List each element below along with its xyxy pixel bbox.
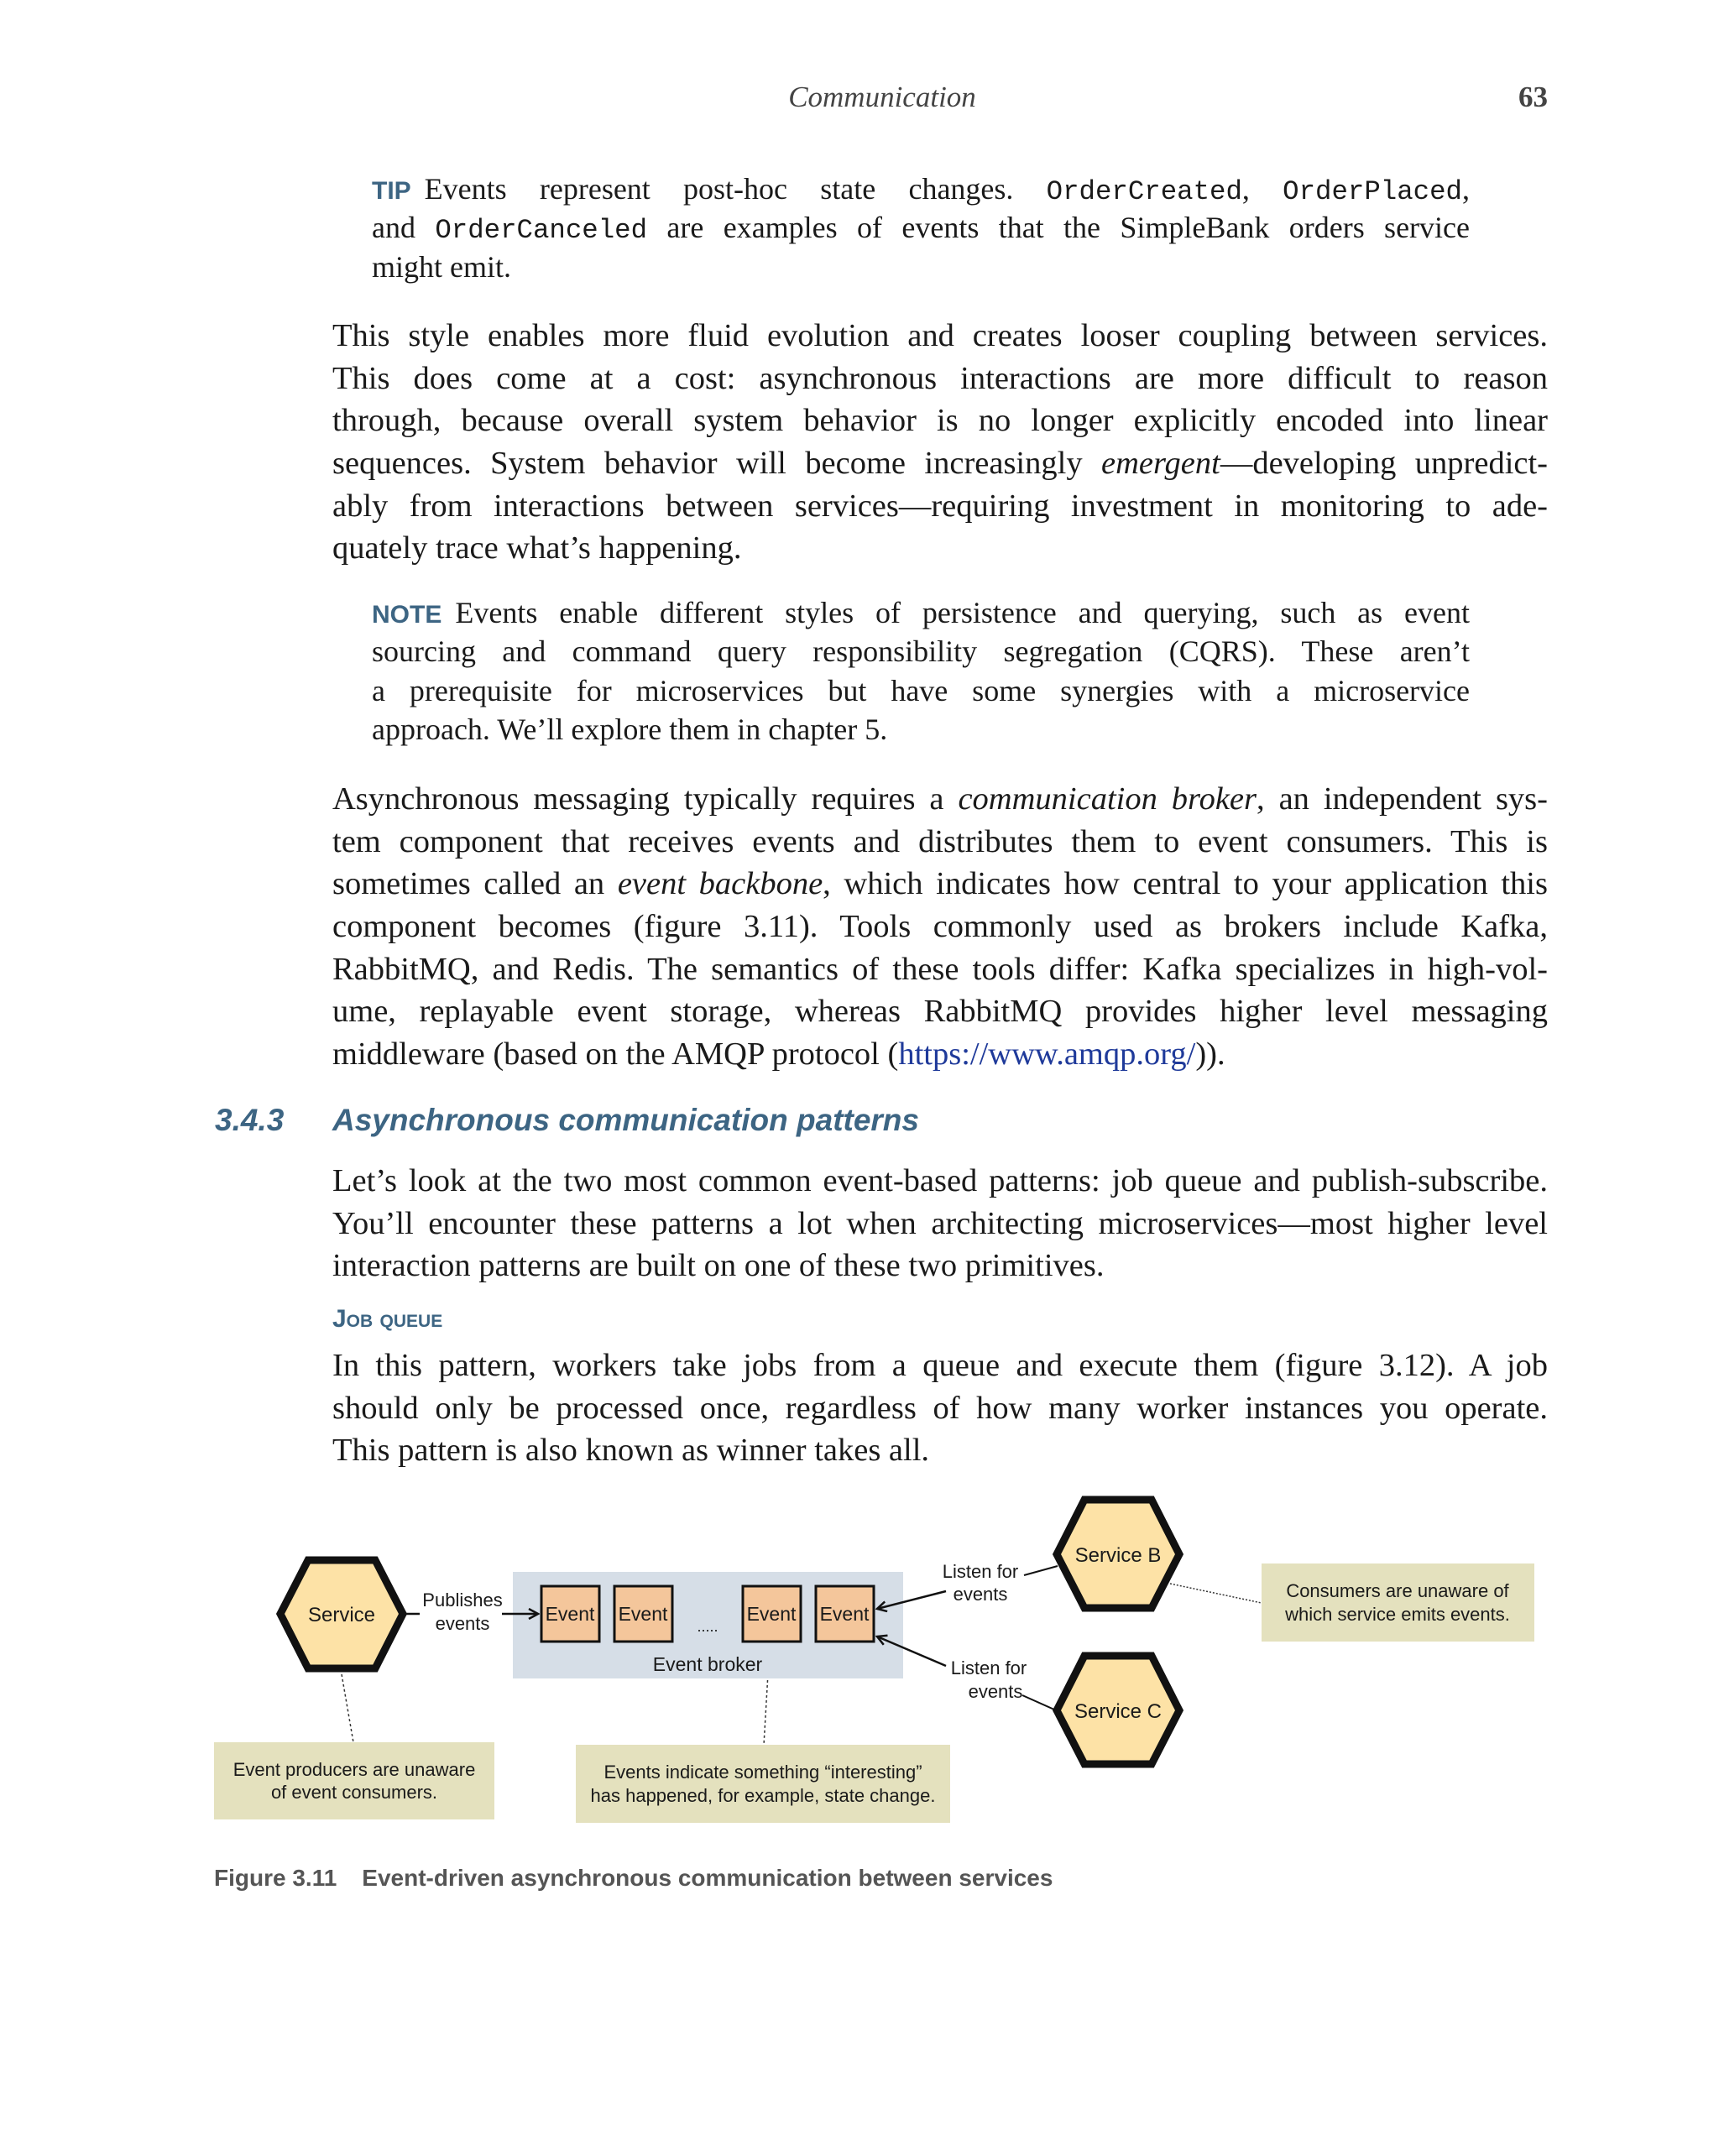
svg-text:Event: Event xyxy=(746,1603,797,1625)
note-consumers xyxy=(1262,1563,1534,1642)
text-segment: Events represent post-hoc state changes. xyxy=(424,172,1047,206)
code-text: OrderCreated xyxy=(1046,176,1242,207)
listen-label-c: Listen for xyxy=(950,1657,1027,1678)
text-segment: In this pattern, workers take jobs from a queue and execute them (figure 3.12). A job xyxy=(332,1348,1548,1383)
svg-text:Event: Event xyxy=(545,1603,595,1625)
text-segment: This does come at a cost: asynchronous interactions are more difficult to reason xyxy=(332,360,1548,396)
text-segment: interaction patterns are built on one of these two primitives. xyxy=(332,1248,1105,1284)
event-box xyxy=(541,1586,599,1642)
section-number: 3.4.3 xyxy=(215,1103,285,1137)
text-segment: )). xyxy=(1195,1036,1225,1073)
svg-text:has happened, for example, sta: has happened, for example, state change. xyxy=(590,1785,936,1806)
svg-text:Events indicate something “int: Events indicate something “interesting” xyxy=(603,1762,922,1783)
text-segment: sequences. System behavior will become increasingly xyxy=(332,446,1101,482)
text-segment: , xyxy=(1241,172,1283,206)
listen-label-b: events xyxy=(953,1584,1008,1605)
text-segment: You’ll encounter these patterns a lot when architecting microservices—most higher level xyxy=(332,1205,1548,1241)
listen-label-c: events xyxy=(968,1681,1023,1702)
figure-caption xyxy=(214,1865,1053,1892)
subheading-job-queue: Job queue xyxy=(332,1305,443,1333)
text-segment: quately trace what’s happening. xyxy=(332,530,742,566)
text-segment: component becomes (figure 3.11). Tools commonly used as brokers include Kafka, xyxy=(332,909,1548,945)
listen-label-b: Listen for xyxy=(942,1561,1019,1582)
connector-consumers xyxy=(1170,1584,1262,1603)
svg-text:which service emits events.: which service emits events. xyxy=(1285,1604,1510,1625)
text-segment: Events enable different styles of persistence and querying, such as event xyxy=(455,596,1470,629)
service-hexagon xyxy=(280,1560,403,1668)
text-segment: Asynchronous messaging typically requires a xyxy=(332,781,959,817)
event-box xyxy=(614,1586,672,1642)
text-segment: might emit. xyxy=(372,249,511,284)
text-segment: are examples of events that the SimpleBank orders service xyxy=(647,211,1470,245)
italic-term: communication broker xyxy=(958,781,1257,817)
svg-text:Event: Event xyxy=(618,1603,668,1625)
italic-term: event backbone xyxy=(617,866,823,902)
ellipsis: ..... xyxy=(697,1618,718,1635)
service-c-hexagon xyxy=(1057,1656,1179,1764)
publishes-label: events xyxy=(435,1613,490,1634)
connector-producers xyxy=(342,1674,353,1742)
running-header-title: Communication xyxy=(788,81,976,113)
note-events xyxy=(576,1745,950,1823)
figure-caption-label: Figure 3.11 xyxy=(214,1865,337,1891)
svg-text:of event consumers.: of event consumers. xyxy=(270,1782,438,1803)
text-segment: This style enables more fluid evolution and creates looser coupling between services. xyxy=(332,318,1548,353)
text-segment: and xyxy=(372,211,436,245)
text-segment: , xyxy=(1462,172,1470,206)
tip-label: TIP xyxy=(372,177,411,205)
publishes-label: Publishes xyxy=(422,1590,503,1610)
svg-text:Service B: Service B xyxy=(1074,1544,1162,1567)
service-b-hexagon xyxy=(1057,1500,1179,1608)
text-segment: ably from interactions between services—requiring investment in monitoring to ade- xyxy=(332,488,1548,524)
note-producers xyxy=(214,1742,494,1819)
text-segment: through, because overall system behavior is no longer explicitly encoded into linear xyxy=(332,403,1548,439)
text-segment: ume, replayable event storage, whereas RabbitMQ provides higher level messaging xyxy=(332,994,1548,1030)
text-segment: should only be processed once, regardless of how many worker instances you operate. xyxy=(332,1390,1548,1426)
event-box xyxy=(743,1586,801,1642)
text-segment: a prerequisite for microservices but have some synergies with a microservice xyxy=(372,673,1470,707)
event-box xyxy=(816,1586,874,1642)
svg-text:Event producers are unaware: Event producers are unaware xyxy=(233,1759,476,1780)
text-segment: , which indicates how central to your application this xyxy=(823,866,1548,902)
note-label: NOTE xyxy=(372,601,442,629)
text-segment: tem component that receives events and distributes them to event consumers. This is xyxy=(332,823,1548,859)
text-segment: sourcing and command query responsibility segregation (CQRS). These aren’t xyxy=(372,634,1470,669)
italic-term: emergent xyxy=(1100,446,1220,482)
text-segment: , an independent sys- xyxy=(1257,781,1548,817)
text-segment: —developing unpredict- xyxy=(1220,446,1549,482)
text-segment: This pattern is also known as winner takes all. xyxy=(332,1433,930,1469)
svg-text:Service C: Service C xyxy=(1074,1700,1163,1723)
text-segment: Let’s look at the two most common event-based patterns: job queue and publish-subscribe. xyxy=(332,1163,1548,1198)
text-segment: approach. We’ll explore them in chapter 5. xyxy=(372,712,888,746)
event-broker-label: Event broker xyxy=(652,1653,763,1675)
link[interactable]: https://www.amqp.org/ xyxy=(898,1036,1196,1073)
text-segment: RabbitMQ, and Redis. The semantics of these tools differ: Kafka specializes in high-vol- xyxy=(332,951,1548,987)
text-segment: sometimes called an xyxy=(332,866,618,902)
svg-text:Event: Event xyxy=(819,1603,870,1625)
section-title: Asynchronous communication patterns xyxy=(332,1103,919,1137)
figure-caption-text: Event-driven asynchronous communication between services xyxy=(362,1865,1053,1891)
text-segment: middleware (based on the AMQP protocol ( xyxy=(332,1036,899,1073)
code-text: OrderPlaced xyxy=(1283,176,1462,207)
svg-text:Consumers are unaware of: Consumers are unaware of xyxy=(1286,1580,1509,1601)
code-text: OrderCanceled xyxy=(435,215,648,247)
svg-text:Service: Service xyxy=(307,1604,376,1626)
page-number: 63 xyxy=(1518,81,1548,113)
